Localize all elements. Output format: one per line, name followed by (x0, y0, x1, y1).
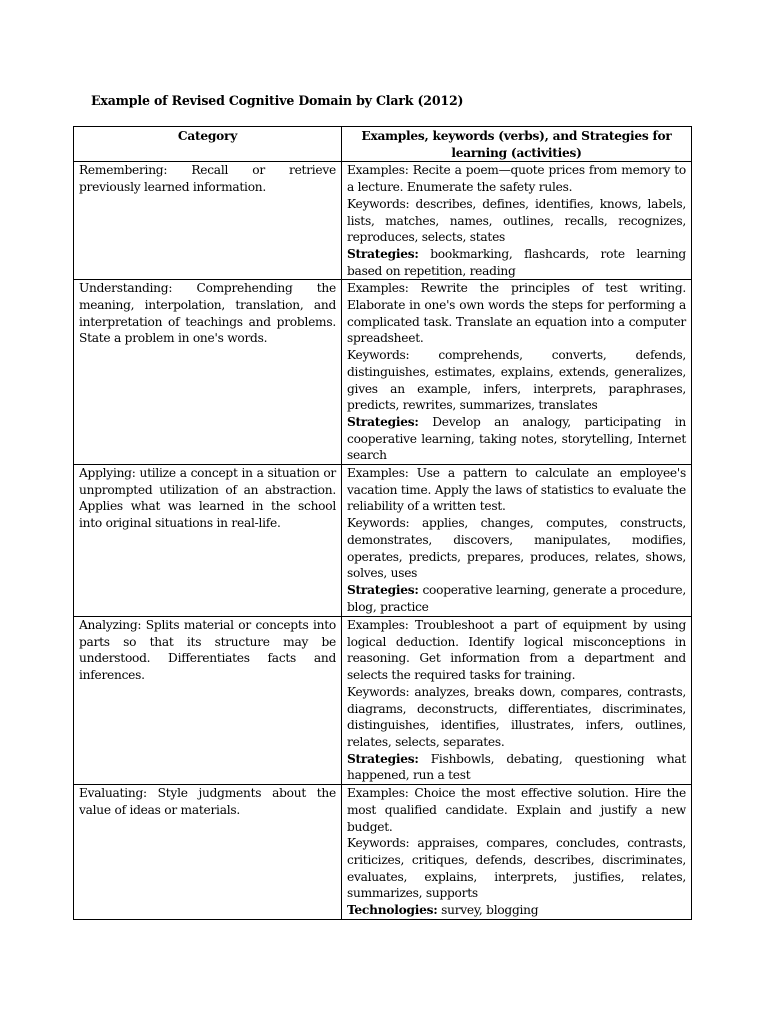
category-cell (74, 162, 342, 280)
keywords-text: Keywords: appraises, compares, concludes, contrasts, criticizes, critiques, defends, describes, discriminates, evaluates, explains, interprets, justifies, relates, summarizes, supports (347, 836, 686, 901)
table-row (74, 785, 692, 920)
examples-text: Examples: Choice the most effective solution. Hire the most qualified candidate. Explain and justify a new budget. (347, 786, 686, 834)
strategies-text: Fishbowls, debating, questioning what happened, run a test (347, 751, 686, 783)
examples-cell (342, 280, 692, 465)
category-cell (74, 785, 342, 920)
category-text: Remembering: Recall or retrieve previously learned information. (79, 163, 336, 195)
strategies-line (347, 246, 686, 279)
technologies-text: survey, blogging (437, 903, 539, 918)
category-cell (74, 617, 342, 785)
header-examples: Examples, keywords (verbs), and Strategies for learning (activities) (342, 127, 692, 162)
examples-cell (342, 617, 692, 785)
strategies-line (347, 582, 686, 615)
strategies-line (347, 751, 686, 784)
strategies-line (347, 902, 686, 919)
category-text: Analyzing: Splits material or concepts into parts so that its structure may be understood. Differentiates facts and inferences. (79, 618, 336, 683)
table-row (74, 465, 692, 617)
strategies-text: bookmarking, flashcards, rote learning based on repetition, reading (347, 246, 686, 278)
cognitive-domain-table (73, 126, 692, 920)
examples-text: Examples: Troubleshoot a part of equipment by using logical deduction. Identify logical misconceptions in reasoning. Get information from a department and selects the required tasks for training. (347, 618, 686, 683)
strategies-line (347, 414, 686, 464)
strategies-label: Strategies: (347, 582, 419, 597)
keywords-text: Keywords: describes, defines, identifies, knows, labels, lists, matches, names, outlines, recalls, recognizes, reproduces, selects, states (347, 196, 686, 245)
examples-text: Examples: Rewrite the principles of test writing. Elaborate in one's own words the steps for performing a complicated task. Translate an equation into a computer spreadsheet. (347, 281, 686, 346)
category-text: Applying: utilize a concept in a situation or unprompted utilization of an abstraction. Applies what was learned in the school into original situations in real-life. (79, 466, 336, 531)
category-cell (74, 280, 342, 465)
strategies-text: Develop an analogy, participating in cooperative learning, taking notes, storytelling, Internet search (347, 414, 686, 463)
category-text: Evaluating: Style judgments about the value of ideas or materials. (79, 786, 336, 817)
table-row (74, 162, 692, 280)
table-row (74, 280, 692, 465)
examples-text: Examples: Use a pattern to calculate an employee's vacation time. Apply the laws of statistics to evaluate the reliability of a written test. (347, 466, 686, 514)
category-cell (74, 465, 342, 617)
strategies-text: cooperative learning, generate a procedure, blog, practice (347, 582, 686, 614)
technologies-label: Technologies: (347, 903, 438, 918)
header-category: Category (74, 127, 342, 162)
keywords-text: Keywords: comprehends, converts, defends, distinguishes, estimates, explains, extends, generalizes, gives an example, infers, interprets, paraphrases, predicts, rewrites, summarizes, translates (347, 348, 686, 413)
keywords-text: Keywords: applies, changes, computes, constructs, demonstrates, discovers, manipulates, modifies, operates, predicts, prepares, produces, relates, shows, solves, uses (347, 516, 686, 581)
examples-text: Examples: Recite a poem—quote prices from memory to a lecture. Enumerate the safety rules. (347, 163, 686, 195)
keywords-text: Keywords: analyzes, breaks down, compares, contrasts, diagrams, deconstructs, differentiates, discriminates, distinguishes, identifies, illustrates, infers, outlines, relates, selects, separates. (347, 684, 686, 749)
examples-cell (342, 465, 692, 617)
document-title: Example of Revised Cognitive Domain by Clark (2012) (91, 93, 464, 108)
table-row (74, 617, 692, 785)
strategies-label: Strategies: (347, 246, 419, 261)
strategies-label: Strategies: (347, 751, 419, 766)
examples-cell (342, 785, 692, 920)
category-text: Understanding: Comprehending the meaning, interpolation, translation, and interpretation of teachings and problems. State a problem in one's words. (79, 281, 336, 346)
examples-cell (342, 162, 692, 280)
table-header-row (74, 127, 692, 162)
strategies-label: Strategies: (347, 414, 419, 429)
